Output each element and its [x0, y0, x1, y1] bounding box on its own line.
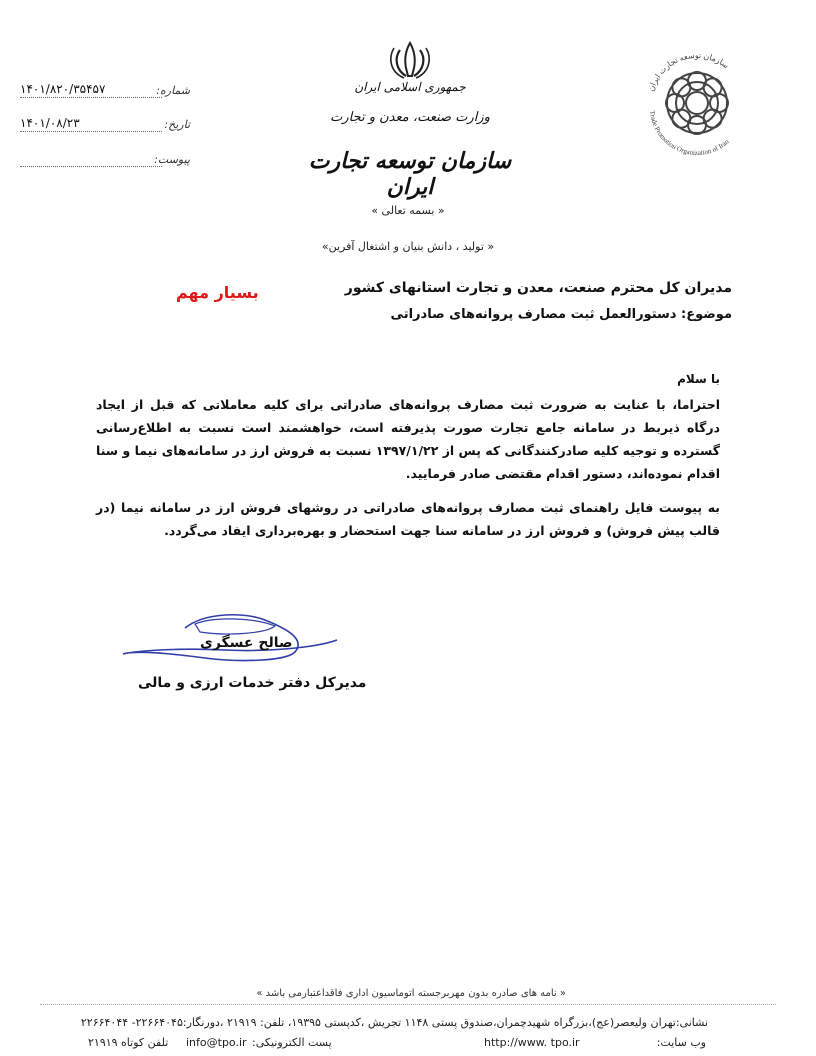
dotted-line — [20, 166, 162, 167]
footer-email-label: پست الکترونیکی: — [252, 1036, 332, 1049]
seal-en-text: Trade Promotion Organization of Iran — [648, 110, 731, 158]
letter-date-value: ۱۴۰۱/۰۸/۲۳ — [20, 116, 80, 130]
footer-website-label: وب سایت: — [656, 1036, 706, 1049]
motto: « تولید ، دانش بنیان و اشتغال آفرین» — [321, 240, 495, 253]
footer-validity-note: « نامه های صادره بدون مهربرجسته اتوماسیون اداری فاقداعتبارمی باشد » — [256, 988, 566, 999]
seal-fa-text: سازمان توسعه تجارت ایران — [646, 50, 731, 93]
paragraph-2: به پیوست فایل راهنمای ثبت مصارف پروانه‌های صادراتی در روشهای فروش ارز در سامانه نیما (در قالب پیش فروش) و فروش ارز در سامانه سنا جهت استحضار و بهره‌برداری ایفاد می‌گردد. — [96, 500, 720, 538]
letter-attachment-row — [20, 153, 190, 171]
footer-short-phone: تلفن کوتاه ۲۱۹۱۹ — [88, 1036, 169, 1049]
letter-number-value: ۱۴۰۱/۸۲۰/۳۵۴۵۷ — [20, 82, 106, 96]
footer-email[interactable]: info@tpo.ir — [186, 1036, 247, 1049]
invocation: « بسمه تعالی » — [371, 204, 445, 217]
footer-address: نشانی:تهران ولیعصر(عج)،بزرگراه شهیدچمران،صندوق پستی ۱۱۴۸ تجریش ،کدپستی ۱۹۳۹۵، تلفن: ۲۱۹۱۹ ،دورنگار:۲۲۶۶۴۰۴۵- ۲۲۶۶۴۰۴۴ — [80, 1016, 708, 1029]
organization-title: سازمان توسعه تجارت ایران — [308, 148, 512, 200]
letter-date-row — [20, 118, 190, 136]
letter-number-row — [20, 84, 190, 102]
letter-attachment-label: پیوست: — [154, 153, 190, 166]
tpo-seal-logo — [632, 38, 762, 168]
addressee: مدیران کل محترم صنعت، معدن و تجارت استانهای کشور — [344, 280, 732, 296]
iran-emblem-icon — [386, 40, 434, 80]
footer-divider — [40, 1004, 776, 1005]
subject: موضوع: دستورالعمل ثبت مصارف پروانه‌های صادراتی — [390, 307, 732, 322]
greeting: با سلام — [677, 372, 720, 386]
dotted-line — [20, 97, 162, 98]
dotted-line — [20, 131, 162, 132]
urgent-badge: بسیار مهم — [176, 283, 259, 302]
signer-name: صالح عسگری — [200, 635, 293, 651]
republic-title: جمهوری اسلامی ایران — [354, 80, 466, 94]
letter-date-label: تاریخ: — [164, 118, 190, 131]
footer-website[interactable]: http://www. tpo.ir — [484, 1036, 580, 1049]
paragraph-1: احتراما، با عنایت به ضرورت ثبت مصارف پروانه‌های صادراتی برای کلیه معاملاتی که قبل از ایجاد درگاه ذیربط در سامانه جامع تجارت صورت پذیرفته است، خواهشمند است نسبت به اطلاع‌رسانی گسترده و توجیه کلیه صادرکنندگانی که پس از ۱۳۹۷/۱/۲۲ نسبت به فروش ارز در سامانه‌های نیما و سنا اقدام نموده‌اند، دستور اقدام مقتضی صادر فرمایید. — [96, 397, 720, 481]
letter-number-label: شماره: — [156, 84, 190, 97]
signer-title: مدیرکل دفتر خدمات ارزی و مالی — [138, 675, 367, 691]
ministry-title: وزارت صنعت، معدن و تجارت — [330, 110, 490, 125]
